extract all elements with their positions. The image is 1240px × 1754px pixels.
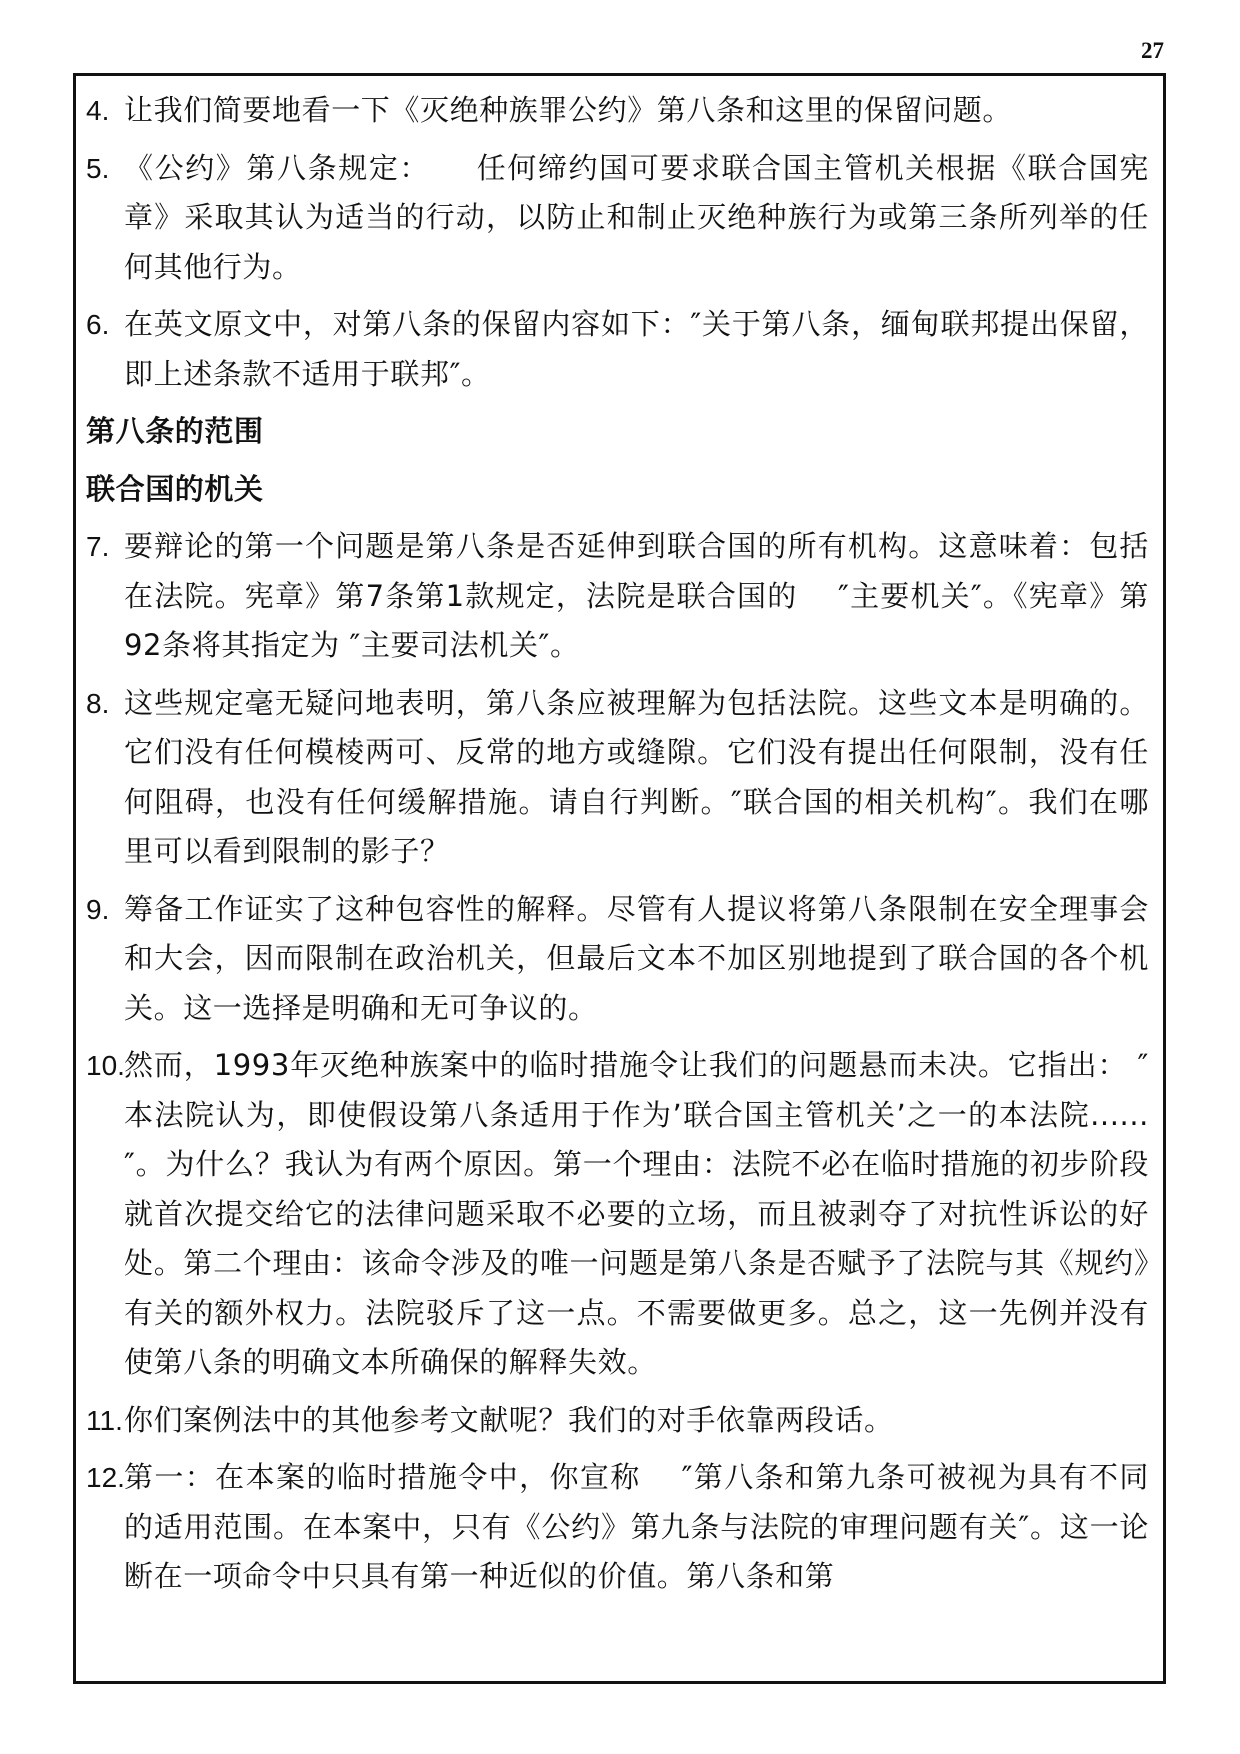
paragraph-11 bbox=[86, 1396, 1149, 1446]
paragraph-number: 6. bbox=[86, 309, 110, 340]
paragraph-text: 筹备工作证实了这种包容性的解释。尽管有人提议将第八条限制在安全理事会和大会，因而限制在政治机关，但最后文本不加区别地提到了联合国的各个机关。这一选择是明确和无可争议的。 bbox=[124, 891, 1149, 1025]
page-number: 27 bbox=[1141, 38, 1164, 63]
paragraph-number: 12. bbox=[86, 1462, 125, 1493]
paragraph-number: 4. bbox=[86, 95, 110, 126]
paragraph-number: 9. bbox=[86, 893, 110, 925]
text-frame bbox=[73, 73, 1166, 1684]
paragraph-text: 然而，1993年灭绝种族案中的临时措施令让我们的问题悬而未决。它指出： ″本法院认为，即使假设第八条适用于作为’联合国主管机关’之一的本法院......″。为什么？我认为有两个原因。第一个理由：法院不必在临时措施的初步阶段就首次提交给它的法律问题采取不必要的立场，而且被剥夺了对抗性诉讼的好处。第二个理由：该命令涉及的唯一问题是第八条是否赋予了法院与其《规约》有关的额外权力。法院驳斥了这一点。不需要做更多。总之，这一先例并没有使第八条的明确文本所确保的解释失效。 bbox=[124, 1048, 1149, 1379]
paragraph-number: 8. bbox=[86, 687, 110, 719]
paragraph-text: 在英文原文中，对第八条的保留内容如下：″关于第八条，缅甸联邦提出保留，即上述条款不适用于联邦″。 bbox=[124, 307, 1149, 391]
paragraph-number: 5. bbox=[86, 152, 110, 184]
section-heading-organs: 联合国的机关 bbox=[86, 471, 264, 506]
paragraph-10 bbox=[86, 1041, 1149, 1388]
paragraph-6 bbox=[86, 300, 1149, 399]
paragraph-text: 让我们简要地看一下《灭绝种族罪公约》第八条和这里的保留问题。 bbox=[124, 93, 1013, 127]
paragraph-text: 你们案例法中的其他参考文献呢？我们的对手依靠两段话。 bbox=[124, 1402, 894, 1437]
paragraph-7 bbox=[86, 522, 1149, 671]
section-heading-scope: 第八条的范围 bbox=[86, 414, 264, 448]
paragraph-9 bbox=[86, 885, 1149, 1034]
paragraph-8 bbox=[86, 679, 1149, 877]
paragraph-4 bbox=[86, 86, 1149, 136]
paragraph-number: 10. bbox=[86, 1050, 125, 1081]
paragraph-text: 要辩论的第一个问题是第八条是否延伸到联合国的所有机构。这意味着：包括在法院。宪章》第7条第1款规定，法院是联合国的 ″主要机关″。《宪章》第92条将其指定为 ″主要司法机关″。 bbox=[124, 529, 1149, 662]
paragraph-5 bbox=[86, 144, 1149, 293]
paragraph-text: 《公约》第八条规定： 任何缔约国可要求联合国主管机关根据《联合国宪章》采取其认为适当的行动，以防止和制止灭绝种族行为或第三条所列举的任何其他行为。 bbox=[124, 150, 1149, 284]
paragraph-text: 这些规定毫无疑问地表明，第八条应被理解为包括法院。这些文本是明确的。它们没有任何模棱两可、反常的地方或缝隙。它们没有提出任何限制，没有任何阻碍，也没有任何缓解措施。请自行判断。″联合国的相关机构″。我们在哪里可以看到限制的影子？ bbox=[124, 685, 1149, 868]
paragraph-text: 第一：在本案的临时措施令中，你宣称 ″第八条和第九条可被视为具有不同的适用范围。在本案中，只有《公约》第九条与法院的审理问题有关″。这一论断在一项命令中只具有第一种近似的价值。第八条和第 bbox=[124, 1460, 1149, 1593]
paragraph-12 bbox=[86, 1453, 1149, 1602]
paragraph-number: 7. bbox=[86, 531, 110, 562]
paragraph-number: 11. bbox=[86, 1404, 123, 1436]
